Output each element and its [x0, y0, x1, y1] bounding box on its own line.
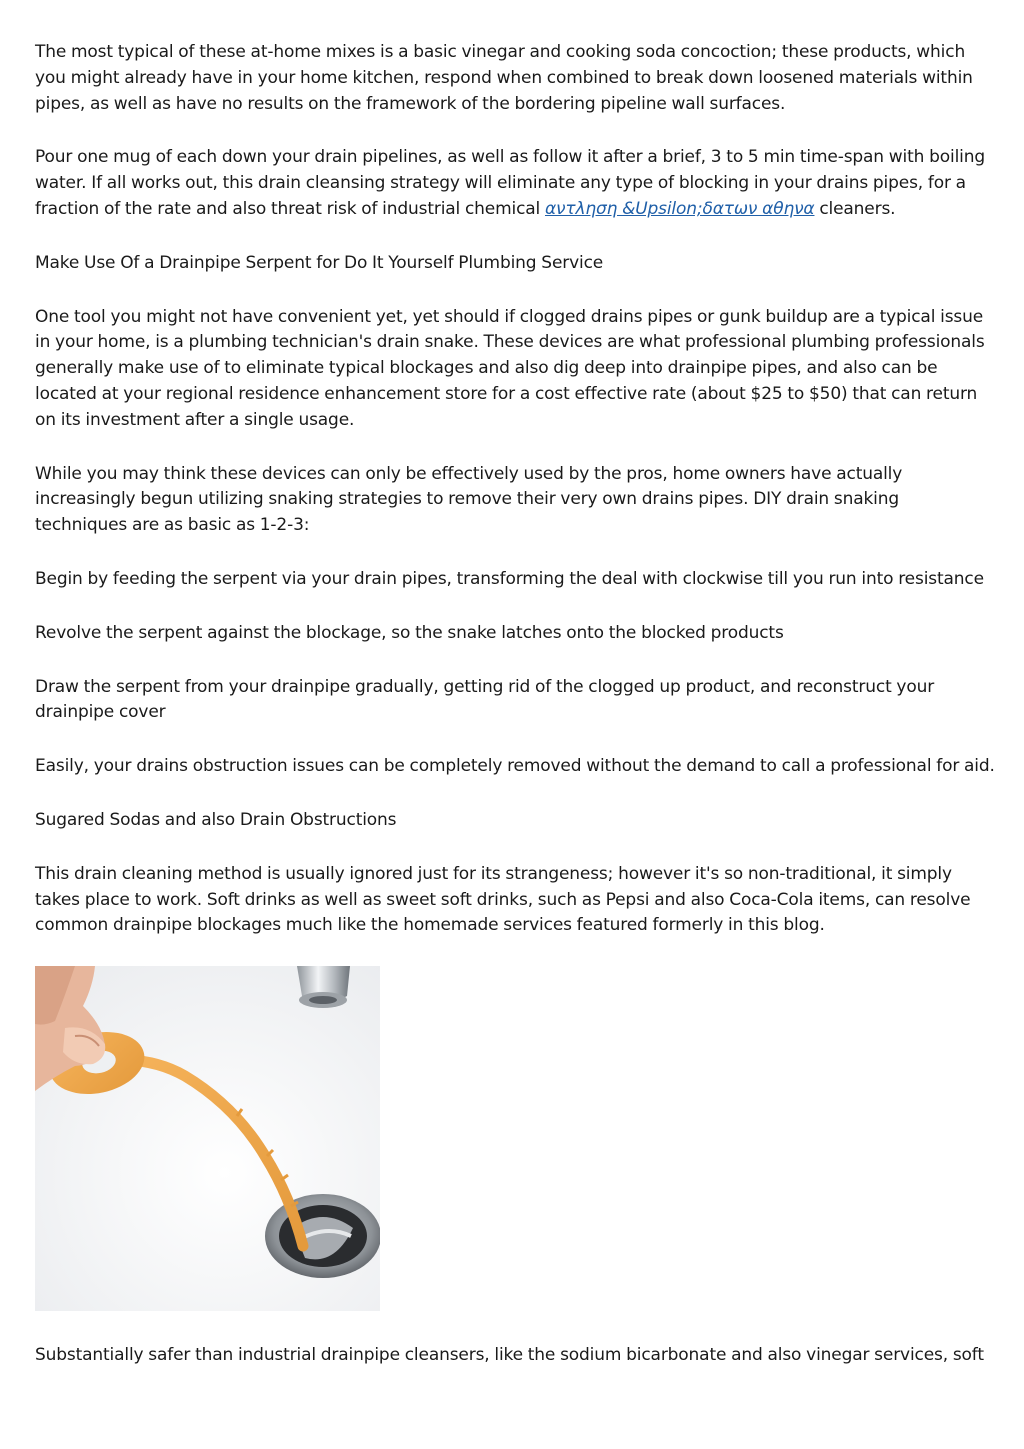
paragraph-drain-snake-tool: One tool you might not have convenient yet, yet should if clogged drains pipes or gunk buildup are a typical issue in your home, is a plumbing technician's drain snake. These devices are what professional plumbing professionals generally make use of to eliminate typical blockages and also dig deep into drainpipe pipes, and also can be located at your regional residence enhancement store for a cost effective rate (about $25 to $50) that can return on its investment after a single usage. [35, 306, 985, 430]
paragraph-boiling-water-end: cleaners. [814, 198, 896, 219]
paragraph-diy-snaking: While you may think these devices can only be effectively used by the pros, home owners have actually increasingly begun utilizing snaking strategies to remove their very own drains pipes. DIY drain snaking techniques are as basic as 1-2-3: [35, 463, 903, 536]
paragraph-soft-drinks: This drain cleaning method is usually ignored just for its strangeness; however it's so non-traditional, it simply takes place to work. Soft drinks as well as sweet soft drinks, such as Pepsi and also Coca-Cola items, can resolve common drainpipe blockages much like the homemade services featured formerly in this blog. [35, 863, 971, 936]
paragraph-vinegar-soda: The most typical of these at-home mixes is a basic vinegar and cooking soda concoction; these products, which you might already have in your home kitchen, respond when combined to break down loosened materials within pipes, as well as have no results on the framework of the bordering pipeline wall surfaces. [35, 42, 973, 114]
drain-pumping-athens-link[interactable]: αντληση &Upsilon;δατων αθηνα [544, 198, 815, 219]
paragraph-obstruction-removed: Easily, your drains obstruction issues can be completely removed without the demand to call a professional for aid. [35, 756, 995, 777]
heading-drain-snake: Make Use Of a Drainpipe Serpent for Do It Yourself Plumbing Service [35, 252, 604, 273]
step-draw-serpent: Draw the serpent from your drainpipe gradually, getting rid of the clogged up product, and reconstruct your drainpipe cover [35, 676, 935, 723]
paragraph-safer-than-cleansers: Substantially safer than industrial drainpipe cleansers, like the sodium bicarbonate and also vinegar services, soft [35, 1345, 984, 1366]
article-page [35, 40, 995, 1369]
heading-sugared-sodas: Sugared Sodas and also Drain Obstructions [35, 809, 397, 830]
step-feed-serpent: Begin by feeding the serpent via your drain pipes, transforming the deal with clockwise till you run into resistance [35, 568, 984, 589]
paragraph-boiling-water-text: Pour one mug of each down your drain pipelines, as well as follow it after a brief, 3 to 5 min time-span with boiling water. If all works out, this drain cleansing strategy will eliminate any type of blocking in your drains pipes, for a fraction of the rate and also threat risk of industrial chemical [35, 147, 985, 219]
step-revolve-serpent: Revolve the serpent against the blockage, so the snake latches onto the blocked products [35, 622, 784, 643]
drain-snake-photo [35, 966, 380, 1311]
paragraph-boiling-water [35, 145, 995, 222]
